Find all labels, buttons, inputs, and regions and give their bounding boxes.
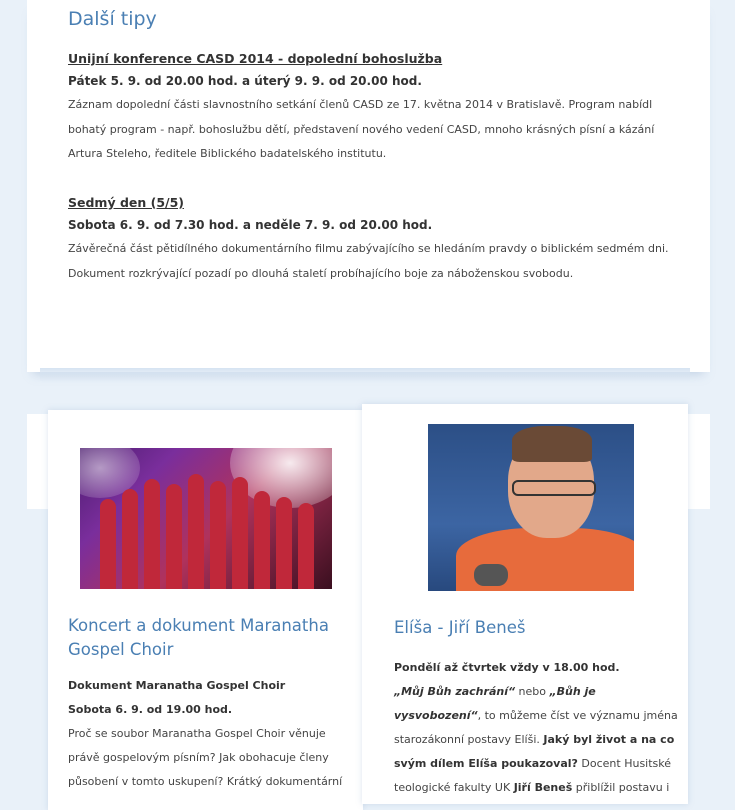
singer-figure	[122, 489, 138, 589]
panel-shadow	[40, 368, 690, 382]
desc-line: Závěrečná část pětidílného dokumentárního filmu zabývajícího se hledáním pravdy o biblickém sedmém dni.	[68, 242, 669, 255]
card-subtitle: Dokument Maranatha Gospel Choir	[68, 679, 286, 692]
desc-line: Dokument rozkrývající pozadí po dlouhá staletí probíhajícího boje za náboženskou svobodu.	[68, 266, 574, 280]
text-fragment: starozákonní postavy Elíši.	[394, 733, 544, 746]
microphone-icon	[474, 564, 508, 586]
choir-photo[interactable]	[80, 448, 332, 589]
text-line: Proč se soubor Maranatha Gospel Choir věnuje	[68, 727, 326, 740]
tip-item	[68, 194, 688, 286]
card-title[interactable]: Elíša - Jiří Beneš	[394, 618, 526, 637]
title-line: Koncert a dokument Maranatha	[68, 616, 329, 635]
text-fragment: přiblížil postavu i	[572, 781, 670, 794]
tip-title-link[interactable]: Unijní konference CASD 2014 - dopolední bohoslužba	[68, 51, 443, 66]
tip-description	[68, 93, 688, 167]
tips-panel	[27, 0, 710, 372]
singer-figure	[144, 479, 160, 589]
card-maranatha	[48, 410, 363, 810]
singer-figure	[188, 474, 204, 589]
text-fragment: Docent Husitské	[577, 757, 672, 770]
singer-figure	[254, 491, 270, 589]
singer-figure	[166, 484, 182, 589]
tip-title-link[interactable]: Sedmý den (5/5)	[68, 195, 185, 210]
singer-figure	[232, 477, 248, 589]
desc-line: bohatý program - např. bohoslužbu dětí, představení nového vedení CASD, mnoho krásných písní a kázání	[68, 122, 655, 136]
bold-text: Jiří Beneš	[513, 781, 573, 794]
card-date: Pondělí až čtvrtek vždy v 18.00 hod.	[394, 661, 620, 674]
card-date: Sobota 6. 9. od 19.00 hod.	[68, 703, 233, 716]
bold-text: Jaký byl život a na co	[543, 733, 675, 746]
card-body	[68, 674, 358, 794]
singer-figure	[100, 499, 116, 589]
quote-text: „Můj Bůh zachrání“	[394, 685, 516, 698]
singer-figure	[276, 497, 292, 589]
text-fragment: teologické fakulty UK	[394, 781, 514, 794]
singer-figure	[298, 503, 314, 589]
card-elisa	[362, 404, 688, 804]
text-line: právě gospelovým písním? Jak obohacuje členy	[68, 751, 329, 764]
section-heading: Další tipy	[68, 8, 157, 30]
card-title[interactable]	[68, 614, 329, 662]
tip-date: Sobota 6. 9. od 7.30 hod. a neděle 7. 9. od 20.00 hod.	[68, 218, 433, 232]
tip-date: Pátek 5. 9. od 20.00 hod. a úterý 9. 9. od 20.00 hod.	[68, 74, 422, 88]
desc-line: Artura Steleho, ředitele Biblického badatelského institutu.	[68, 147, 387, 160]
desc-line: Záznam dopolední části slavnostního setkání členů CASD ze 17. května 2014 v Bratislavě. Program nabídl	[68, 98, 653, 111]
hair-shape	[512, 426, 592, 462]
tip-description	[68, 237, 688, 286]
text-fragment: nebo	[515, 685, 550, 698]
tip-item	[68, 50, 688, 167]
text-line: působení v tomto uskupení? Krátký dokumentární	[68, 775, 343, 788]
portrait-photo[interactable]	[428, 424, 634, 591]
quote-text: „Bůh je	[549, 685, 596, 698]
quote-text: vysvobození“	[394, 709, 478, 722]
title-line: Gospel Choir	[68, 640, 174, 659]
text-fragment: , to můžeme číst ve významu jména	[477, 709, 678, 722]
card-body	[394, 656, 686, 800]
glasses-shape	[512, 480, 596, 496]
singer-figure	[210, 481, 226, 589]
bold-text: svým dílem Elíša poukazoval?	[394, 757, 578, 770]
